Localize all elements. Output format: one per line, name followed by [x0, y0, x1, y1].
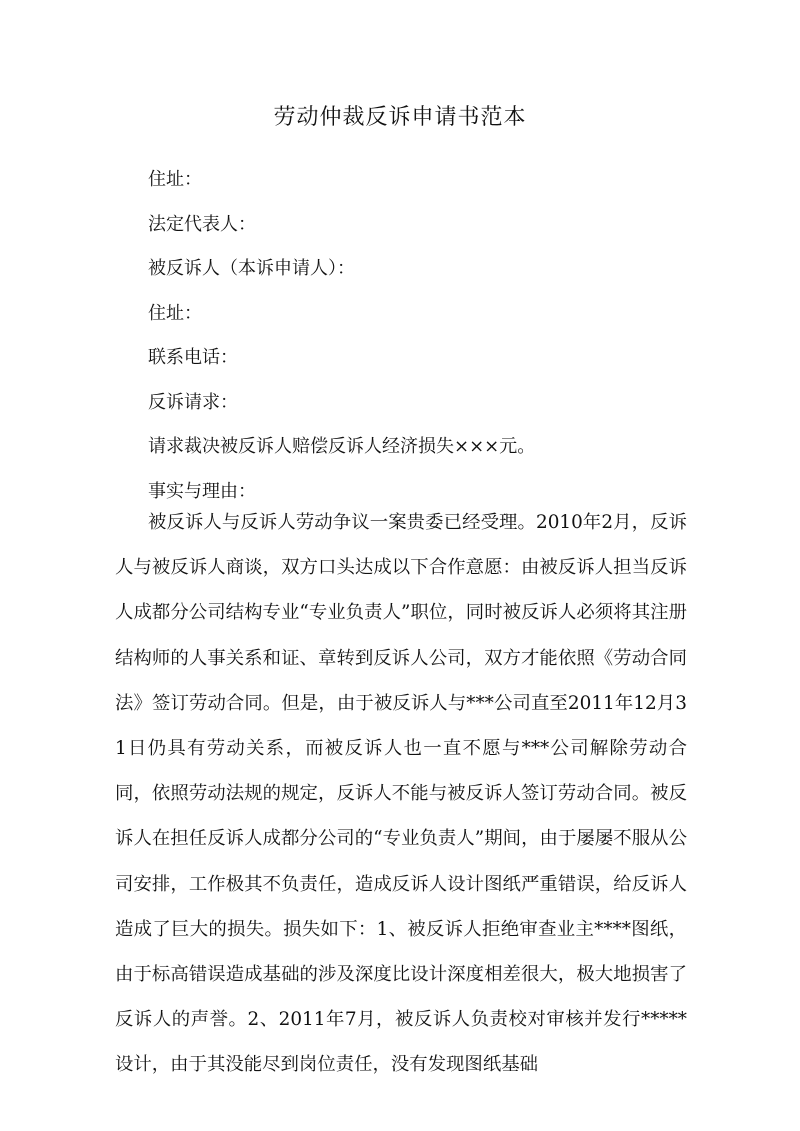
facts-body-paragraph: 被反诉人与反诉人劳动争议一案贵委已经受理。2010年2月，反诉人与被反诉人商谈，双方口头达成以下合作意愿：由被反诉人担当反诉人成都分公司结构专业“专业负责人”职位，同时被反诉人必须将其注册结构师的人事关系和证、章转到反诉人公司，双方才能依照《劳动合同法》签订劳动合同。但是，由于被反诉人与***公司直至2011年12月31日仍具有劳动关系，而被反诉人也一直不愿与***公司解除劳动合同，依照劳动法规的规定，反诉人不能与被反诉人签订劳动合同。被反诉人在担任反诉人成都分公司的“专业负责人”期间，由于屡屡不服从公司安排，工作极其不负责任，造成反诉人设计图纸严重错误，给反诉人造成了巨大的损失。损失如下：1、被反诉人拒绝审查业主****图纸，由于标高错误造成基础的涉及深度比设计深度相差很大，极大地损害了反诉人的声誉。2、2011年7月，被反诉人负责校对审核并发行*****设计，由于其没能尽到岗位责任，没有发现图纸基础	[115, 512, 687, 1076]
legal-representative-line: 法定代表人：	[148, 214, 256, 235]
counterclaim-request: 请求裁决被反诉人赔偿反诉人经济损失×××元。	[148, 436, 536, 457]
phone-line: 联系电话：	[148, 347, 238, 368]
respondent-address-line: 住址：	[148, 303, 202, 324]
facts-heading: 事实与理由：	[148, 481, 256, 502]
document-title: 劳动仲裁反诉申请书范本	[273, 105, 527, 130]
counterclaim-heading: 反诉请求：	[148, 392, 238, 413]
address-line: 住址：	[148, 169, 202, 190]
respondent-line: 被反诉人（本诉申请人）：	[148, 258, 355, 279]
